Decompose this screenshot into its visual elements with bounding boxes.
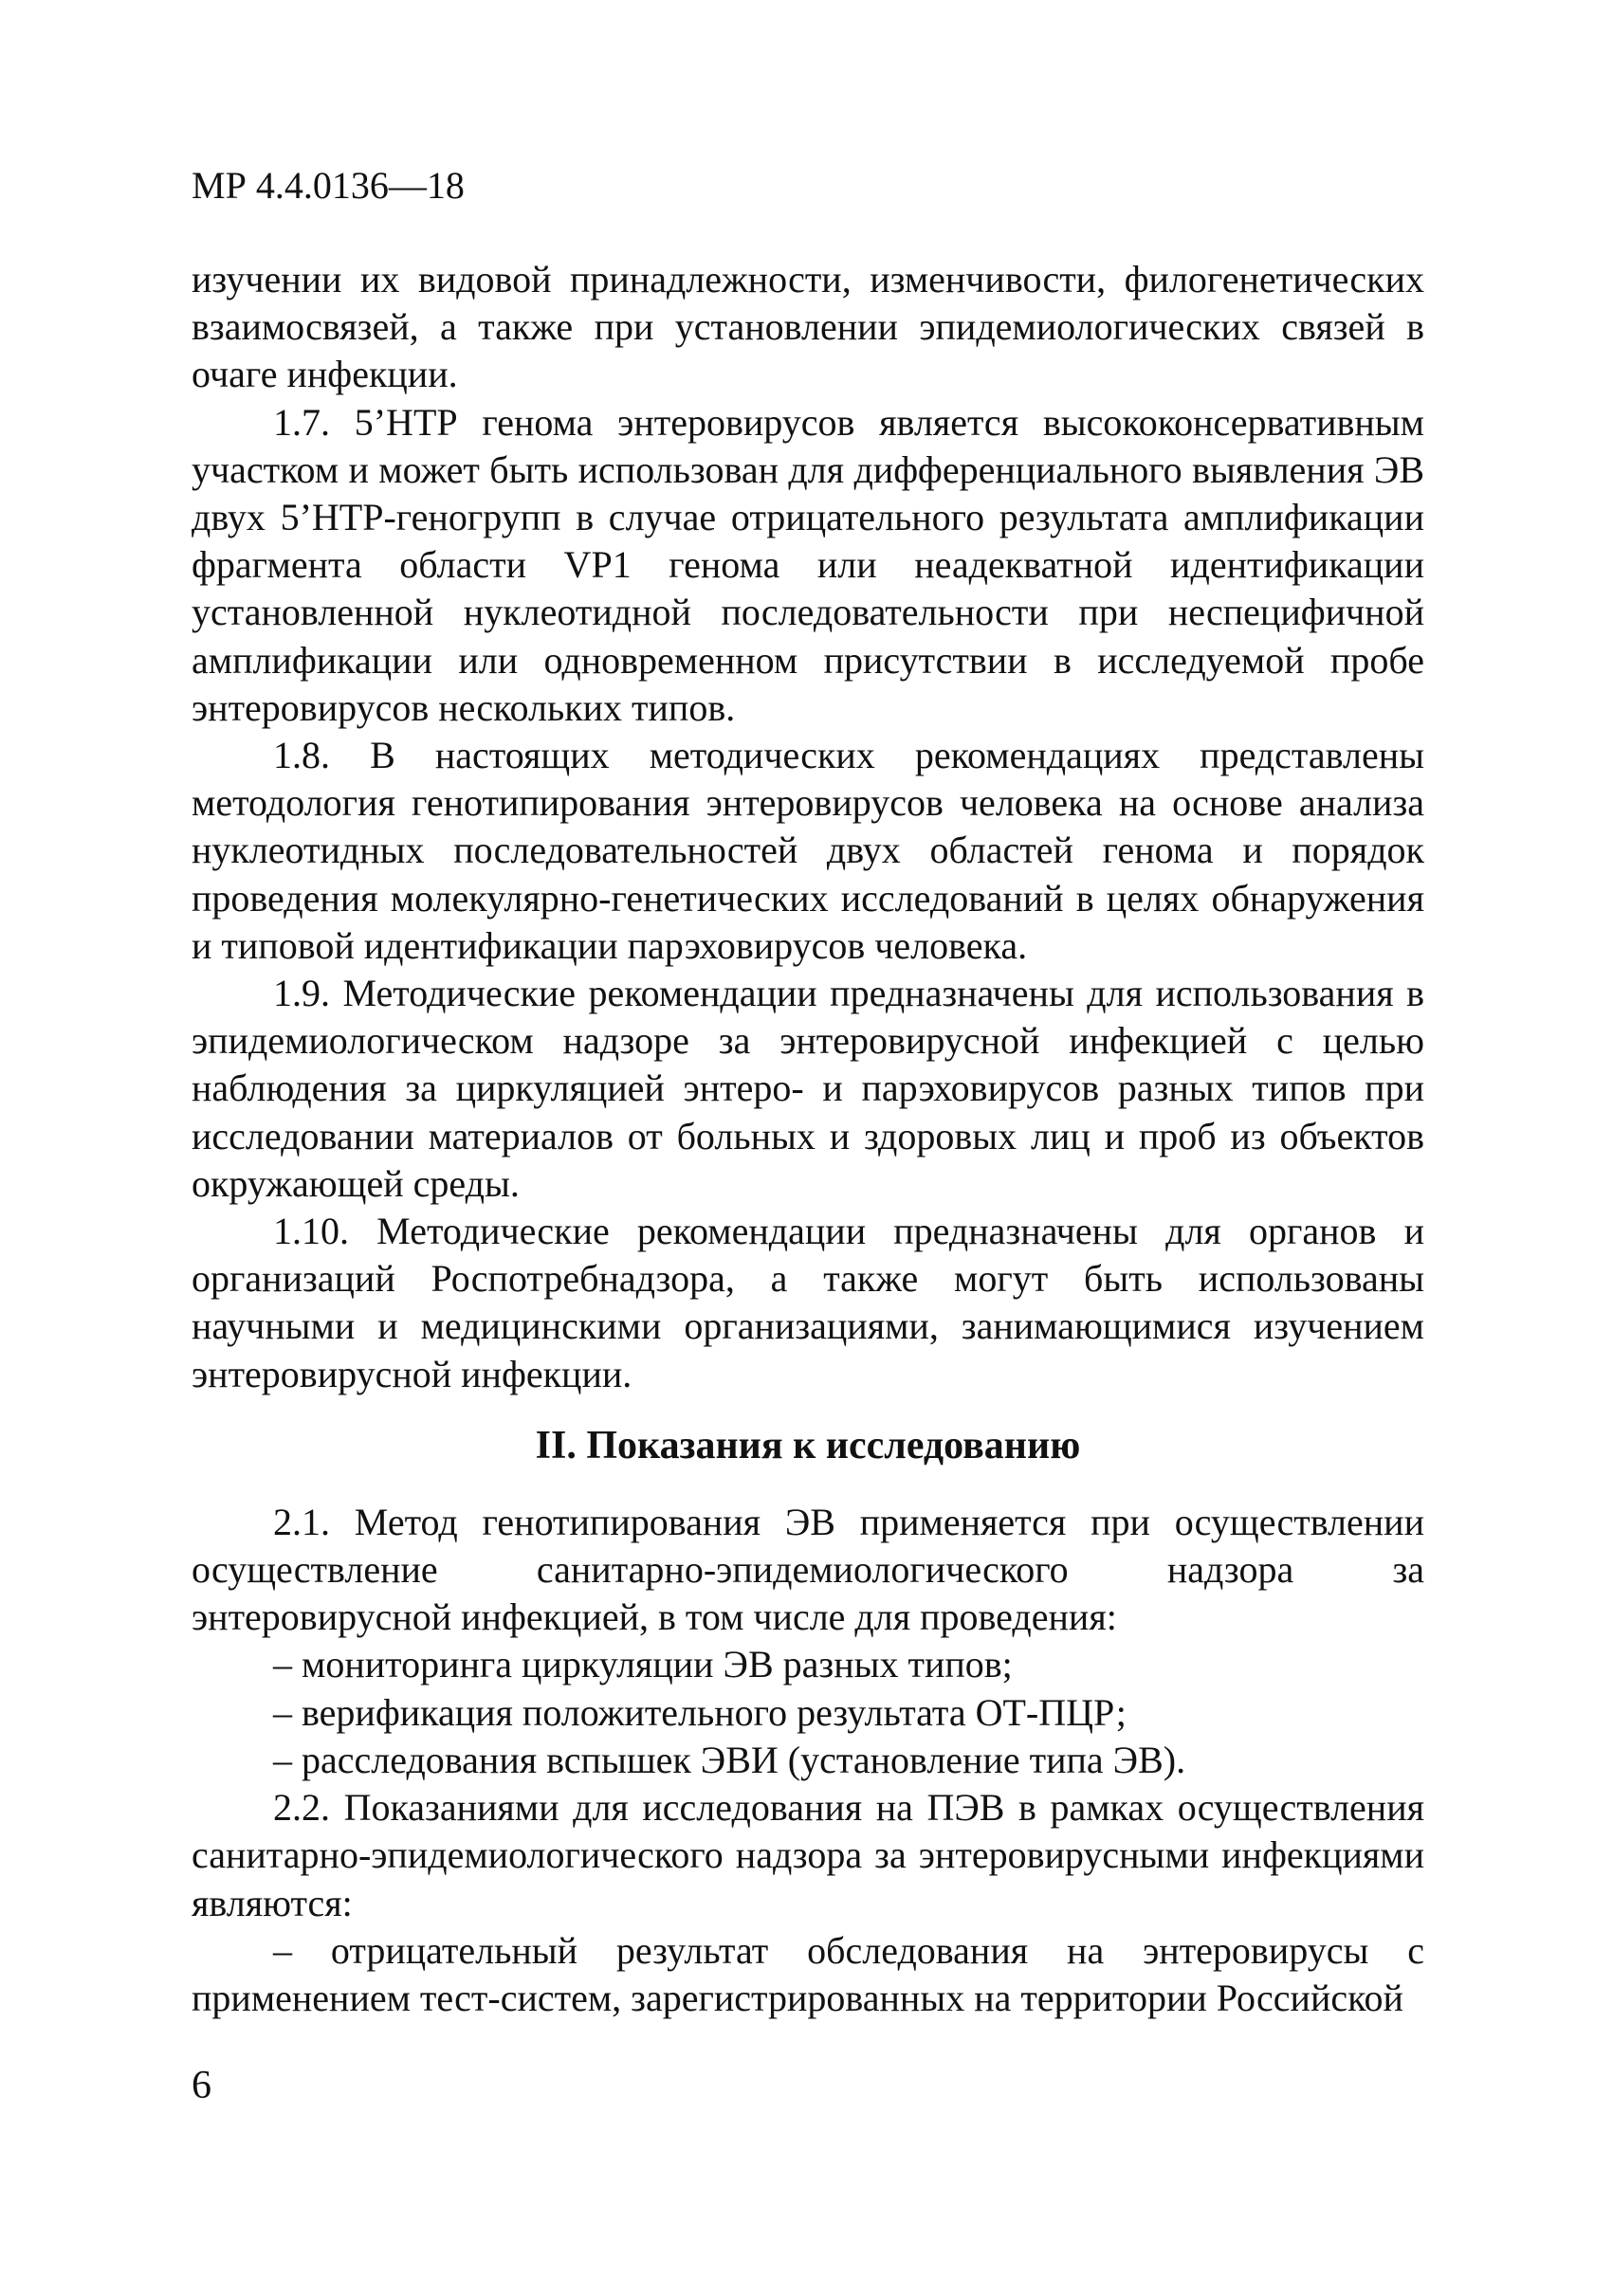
paragraph-2-2: 2.2. Показаниями для исследования на ПЭВ в рамках осуществления санитарно-эпидемиологического надзора за энтеровирусными инфекциями являются:	[192, 1786, 1424, 1924]
paragraph-1-9: 1.9. Методические рекомендации предназначены для использования в эпидемиологическом надзоре за энтеровирусной инфекцией с целью наблюдения за циркуляцией энтеро- и парэховирусов разных типов при исследовании материалов от больных и здоровых лиц и проб из объектов окружающей среды.	[192, 972, 1424, 1205]
document-code: МР 4.4.0136—18	[192, 164, 465, 207]
section-heading: II. Показания к исследованию	[535, 1423, 1081, 1467]
paragraph-1-8: 1.8. В настоящих методических рекомендациях представлены методология генотипирования энтеровирусов человека на основе анализа нуклеотидных последовательностей двух областей генома и порядок проведения молекулярно-генетических исследований в целях обнаружения и типовой идентификации парэховирусов человека.	[192, 734, 1424, 967]
document-body	[192, 256, 1424, 2022]
paragraph-1-10: 1.10. Методические рекомендации предназначены для органов и организаций Роспотребнадзора, а также могут быть использованы научными и медицинскими организациями, занимающимися изучением энтеровирусной инфекции.	[192, 1210, 1424, 1395]
list-item: – расследования вспышек ЭВИ (установление типа ЭВ).	[273, 1738, 1186, 1781]
page-number: 6	[192, 2064, 211, 2107]
paragraph-1-7: 1.7. 5’НТР генома энтеровирусов является высококонсервативным участком и может быть использован для дифференциального выявления ЭВ двух 5’НТР-геногрупп в случае отрицательного результата амплификации фрагмента области VP1 генома или неадекватной идентификации установленной нуклеотидной последовательности при неспецифичной амплификации или одновременном присутствии в исследуемой пробе энтеровирусов нескольких типов.	[192, 400, 1424, 729]
list-item: – мониторинга циркуляции ЭВ разных типов;	[273, 1643, 1013, 1686]
list-item: – отрицательный результат обследования на энтеровирусы с применением тест-систем, зарегистрированных на территории Российской	[192, 1928, 1424, 2019]
paragraph-continuation: изучении их видовой принадлежности, изменчивости, филогенетических взаимосвязей, а также при установлении эпидемиологических связей в очаге инфекции.	[192, 258, 1424, 396]
paragraph-2-1: 2.1. Метод генотипирования ЭВ применяется при осуществлении осуществление санитарно-эпидемиологического надзора за энтеровирусной инфекцией, в том числе для проведения:	[192, 1500, 1424, 1639]
list-item: – верификация положительного результата ОТ-ПЦР;	[273, 1690, 1127, 1734]
